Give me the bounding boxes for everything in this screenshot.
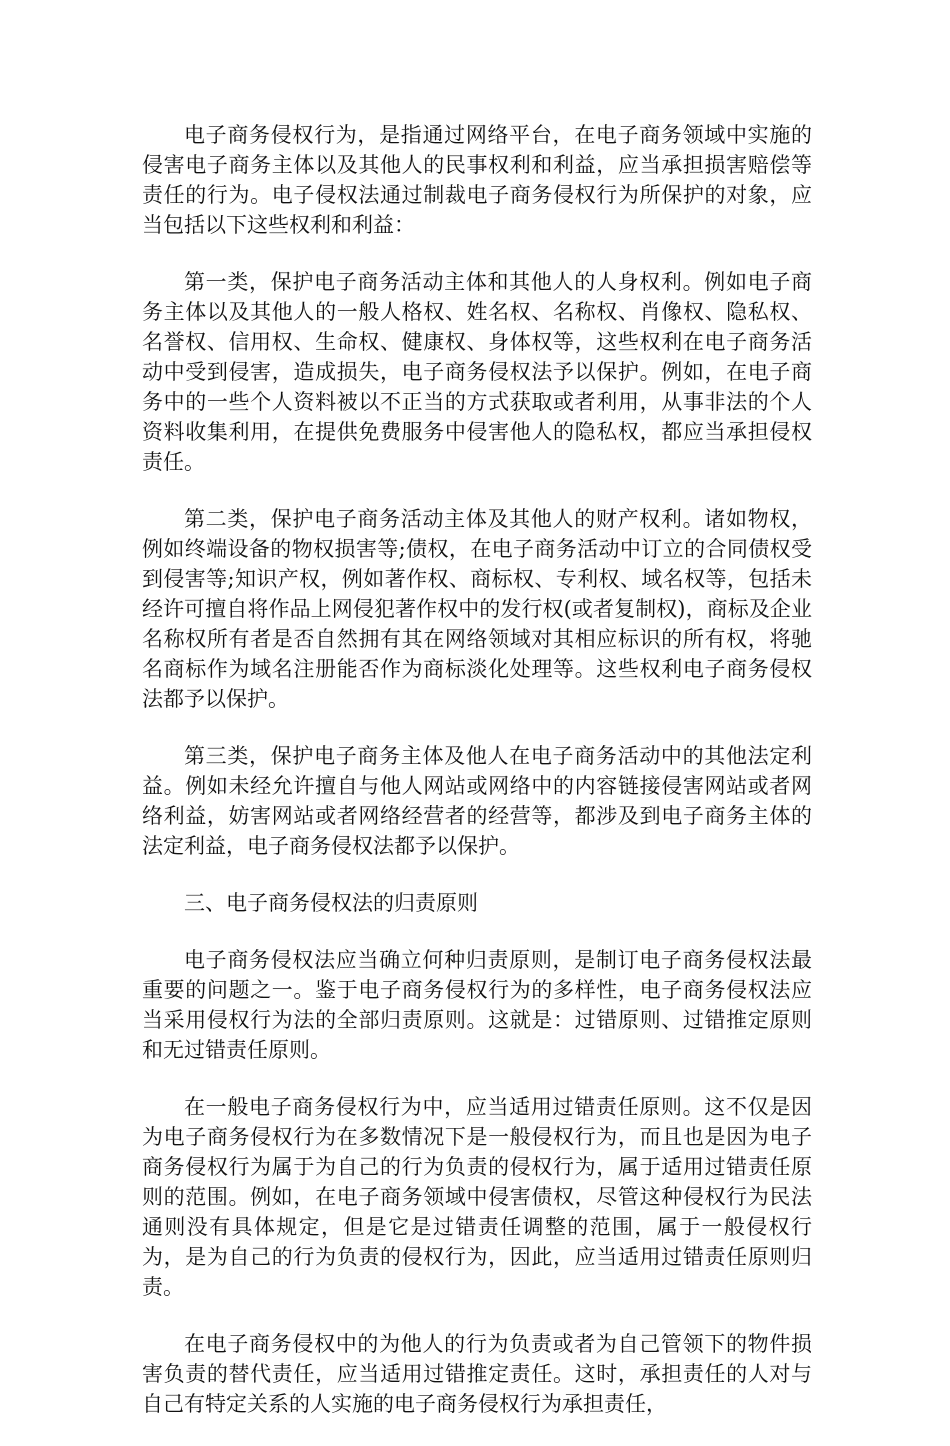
paragraph-category-three: 第三类，保护电子商务主体及他人在电子商务活动中的其他法定利益。例如未经允许擅自与他人网站或网络中的内容链接侵害网站或者网络利益，妨害网站或者网络经营者的经营等，都涉及到电子商务主体的法定利益，电子商务侵权法都予以保护。 <box>142 744 812 858</box>
paragraph-intro: 电子商务侵权行为，是指通过网络平台，在电子商务领域中实施的侵害电子商务主体以及其他人的民事权利和利益，应当承担损害赔偿等责任的行为。电子侵权法通过制裁电子商务侵权行为所保护的对象，应当包括以下这些权利和利益： <box>142 123 812 237</box>
paragraph-category-two: 第二类，保护电子商务活动主体及其他人的财产权利。诸如物权，例如终端设备的物权损害等;债权，在电子商务活动中订立的合同债权受到侵害等;知识产权，例如著作权、商标权、专利权、域名权等，包括未经许可擅自将作品上网侵犯著作权中的发行权(或者复制权)，商标及企业名称权所有者是否自然拥有其在网络领域对其相应标识的所有权，将驰名商标作为域名注册能否作为商标淡化处理等。这些权利电子商务侵权法都予以保护。 <box>142 507 812 711</box>
section-heading: 三、电子商务侵权法的归责原则 <box>184 891 478 915</box>
paragraph-category-one: 第一类，保护电子商务活动主体和其他人的人身权利。例如电子商务主体以及其他人的一般人格权、姓名权、名称权、肖像权、隐私权、名誉权、信用权、生命权、健康权、身体权等，这些权利在电子商务活动中受到侵害，造成损失，电子商务侵权法予以保护。例如，在电子商务中的一些个人资料被以不正当的方式获取或者利用，从事非法的个人资料收集利用，在提供免费服务中侵害他人的隐私权，都应当承担侵权责任。 <box>142 270 812 474</box>
document-body <box>142 120 812 1446</box>
paragraph-presumed-fault: 在电子商务侵权中的为他人的行为负责或者为自己管领下的物件损害负责的替代责任，应当适用过错推定责任。这时，承担责任的人对与自己有特定关系的人实施的电子商务侵权行为承担责任， <box>142 1332 812 1416</box>
paragraph-liability-principles: 电子商务侵权法应当确立何种归责原则，是制订电子商务侵权法最重要的问题之一。鉴于电子商务侵权行为的多样性，电子商务侵权法应当采用侵权行为法的全部归责原则。这就是：过错原则、过错推定原则和无过错责任原则。 <box>142 948 812 1062</box>
paragraph-fault-liability: 在一般电子商务侵权行为中，应当适用过错责任原则。这不仅是因为电子商务侵权行为在多数情况下是一般侵权行为，而且也是因为电子商务侵权行为属于为自己的行为负责的侵权行为，属于适用过错责任原则的范围。例如，在电子商务领域中侵害债权，尽管这种侵权行为民法通则没有具体规定，但是它是过错责任调整的范围，属于一般侵权行为，是为自己的行为负责的侵权行为，因此，应当适用过错责任原则归责。 <box>142 1095 812 1299</box>
